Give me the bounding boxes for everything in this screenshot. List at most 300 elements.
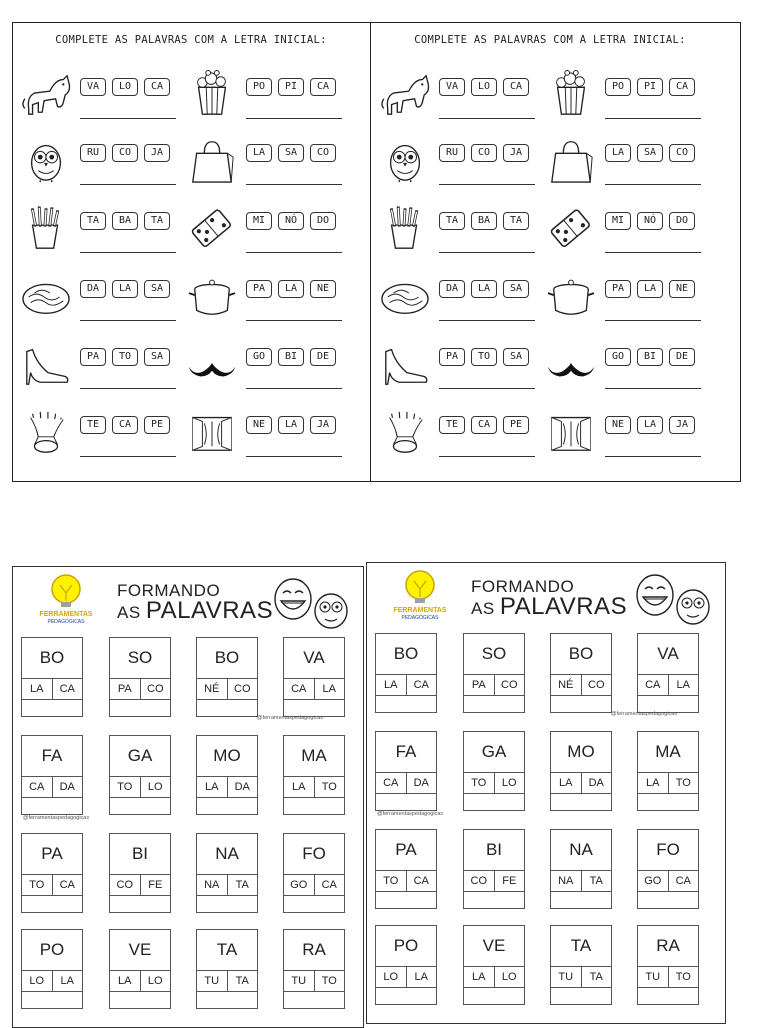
word-item xyxy=(18,340,188,398)
card-option: LO xyxy=(140,777,171,797)
answer-line xyxy=(246,320,342,321)
syllable-card xyxy=(109,637,171,717)
card-option: CA xyxy=(291,683,307,695)
syllable-box: BA xyxy=(112,212,138,230)
word-item xyxy=(543,204,713,262)
answer-line xyxy=(439,184,535,185)
owl-icon xyxy=(18,136,74,184)
syllable-card xyxy=(283,929,345,1009)
syllable-box: BI xyxy=(278,348,304,366)
syllable-card xyxy=(463,925,525,1005)
heading-word: PALAVRAS xyxy=(499,593,628,620)
syllable-card xyxy=(550,633,612,713)
card-option: CA xyxy=(406,675,437,695)
card-option: LA xyxy=(559,777,573,789)
syllable-card xyxy=(109,929,171,1009)
card-main-syllable: PO xyxy=(376,926,436,967)
heading-line-1: FORMANDO xyxy=(471,577,575,596)
syllable-group xyxy=(80,78,170,96)
card-option: CA xyxy=(52,875,83,895)
word-item xyxy=(184,272,354,330)
syllable-box: DO xyxy=(310,212,336,230)
card-option: CO xyxy=(470,875,487,887)
card-option: LA xyxy=(118,975,132,987)
word-item xyxy=(543,340,713,398)
card-option: CA xyxy=(668,871,699,891)
card-option-pair xyxy=(464,871,524,892)
syllable-card xyxy=(375,829,437,909)
syllable-box: GO xyxy=(605,348,631,366)
answer-line xyxy=(80,388,176,389)
syllable-card xyxy=(196,735,258,815)
syllable-group xyxy=(439,144,529,162)
syllable-box: DE xyxy=(310,348,336,366)
card-option: CO xyxy=(581,675,612,695)
card-option: TA xyxy=(581,871,612,891)
forming-words-sheet-2 xyxy=(366,562,726,1024)
syllable-box: CA xyxy=(669,78,695,96)
card-option-pair xyxy=(110,971,170,992)
syllable-card xyxy=(550,925,612,1005)
syllable-card xyxy=(637,633,699,713)
card-option-pair xyxy=(284,777,344,798)
card-option-pair xyxy=(376,967,436,988)
syllable-box: LA xyxy=(471,280,497,298)
card-option-pair xyxy=(551,871,611,892)
card-option: LO xyxy=(29,975,45,987)
word-item xyxy=(184,204,354,262)
complete-words-sheet-1 xyxy=(12,22,370,482)
syllable-card xyxy=(283,735,345,815)
word-item xyxy=(543,70,713,128)
card-option: NA xyxy=(558,875,574,887)
syllable-card xyxy=(196,929,258,1009)
syllable-card xyxy=(196,637,258,717)
card-option: DA xyxy=(406,773,437,793)
card-main-syllable: FO xyxy=(284,834,344,875)
syllable-card xyxy=(109,735,171,815)
card-option: CA xyxy=(52,679,83,699)
card-main-syllable: PO xyxy=(22,930,82,971)
fries-icon xyxy=(377,204,433,252)
syllable-box: CA xyxy=(144,78,170,96)
card-option-pair xyxy=(197,971,257,992)
syllable-box: PO xyxy=(605,78,631,96)
card-option: TO xyxy=(314,971,345,991)
lightbulb-icon xyxy=(389,567,451,609)
lasagna-icon xyxy=(18,272,74,320)
card-main-syllable: RA xyxy=(284,930,344,971)
syllable-group xyxy=(246,280,336,298)
syllable-box: BI xyxy=(637,348,663,366)
card-option: PA xyxy=(471,679,486,691)
card-option: CO xyxy=(494,675,525,695)
card-main-syllable: TA xyxy=(551,926,611,967)
syllable-box: SA xyxy=(144,280,170,298)
forming-words-sheet-1 xyxy=(12,566,364,1028)
card-option-pair xyxy=(197,875,257,896)
syllable-box: SA xyxy=(278,144,304,162)
syllable-box: TA xyxy=(80,212,106,230)
card-option: TO xyxy=(471,777,487,789)
word-item xyxy=(377,408,547,466)
syllable-box: MI xyxy=(246,212,272,230)
syllable-group xyxy=(80,144,170,162)
syllable-group xyxy=(246,348,336,366)
syllable-box: NÓ xyxy=(637,212,663,230)
answer-line xyxy=(605,252,701,253)
card-main-syllable: RA xyxy=(638,926,698,967)
syllable-group xyxy=(439,212,529,230)
shoe-icon xyxy=(377,340,433,388)
word-item xyxy=(18,70,188,128)
syllable-group xyxy=(80,348,170,366)
card-option: LA xyxy=(406,967,437,987)
card-option-pair xyxy=(551,967,611,988)
syllable-box: DE xyxy=(669,348,695,366)
card-option-pair xyxy=(464,773,524,794)
popcorn-icon xyxy=(184,70,240,118)
owl-icon xyxy=(377,136,433,184)
card-main-syllable: GA xyxy=(110,736,170,777)
card-main-syllable: FO xyxy=(638,830,698,871)
word-item xyxy=(184,136,354,194)
card-option-pair xyxy=(638,871,698,892)
syllable-box: TE xyxy=(439,416,465,434)
card-option: TA xyxy=(227,971,258,991)
syllable-group xyxy=(605,416,695,434)
syllable-box: NE xyxy=(246,416,272,434)
card-option: GO xyxy=(644,875,662,887)
syllable-group xyxy=(605,348,695,366)
card-option-pair xyxy=(284,875,344,896)
card-option-pair xyxy=(110,777,170,798)
card-option: FE xyxy=(140,875,171,895)
syllable-box: SA xyxy=(503,280,529,298)
syllable-box: LA xyxy=(278,280,304,298)
answer-line xyxy=(605,184,701,185)
author-credit: @ferramentaspedagogicas xyxy=(611,711,678,717)
syllable-group xyxy=(439,78,529,96)
card-option-pair xyxy=(22,875,82,896)
bag-icon xyxy=(184,136,240,184)
syllable-card xyxy=(21,637,83,717)
syllable-box: SA xyxy=(144,348,170,366)
card-option: DA xyxy=(52,777,83,797)
bag-icon xyxy=(543,136,599,184)
answer-line xyxy=(439,320,535,321)
syllable-box: SA xyxy=(637,144,663,162)
heading-line-2 xyxy=(117,597,273,625)
answer-line xyxy=(605,118,701,119)
answer-line xyxy=(246,388,342,389)
syllable-box: RU xyxy=(439,144,465,162)
syllable-box: CA xyxy=(471,416,497,434)
answer-line xyxy=(246,252,342,253)
author-credit: @ferramentaspedagogicas xyxy=(23,815,90,821)
card-option: TO xyxy=(668,773,699,793)
syllable-box: PE xyxy=(503,416,529,434)
heading-as: AS xyxy=(117,603,146,622)
syllable-box: LA xyxy=(605,144,631,162)
syllable-card xyxy=(463,829,525,909)
card-main-syllable: BO xyxy=(376,634,436,675)
card-option: TO xyxy=(29,879,45,891)
word-item xyxy=(543,136,713,194)
card-option-pair xyxy=(22,777,82,798)
syllable-box: MI xyxy=(605,212,631,230)
cartoon-faces-icon xyxy=(267,575,353,631)
syllable-card xyxy=(21,735,83,815)
syllable-group xyxy=(246,416,336,434)
syllable-group xyxy=(80,280,170,298)
syllable-group xyxy=(605,280,695,298)
card-option: LO xyxy=(494,773,525,793)
card-option: TU xyxy=(645,971,661,983)
syllable-card xyxy=(283,833,345,913)
card-option-pair xyxy=(197,679,257,700)
syllable-group xyxy=(605,144,695,162)
syllable-box: DA xyxy=(439,280,465,298)
word-item xyxy=(377,136,547,194)
syllable-box: DA xyxy=(80,280,106,298)
syllable-box: PI xyxy=(278,78,304,96)
syllable-card xyxy=(550,731,612,811)
card-main-syllable: PA xyxy=(376,830,436,871)
heading-as: AS xyxy=(471,599,500,618)
word-item xyxy=(18,204,188,262)
card-main-syllable: BO xyxy=(551,634,611,675)
syllable-card xyxy=(375,731,437,811)
card-option: FE xyxy=(494,871,525,891)
card-option-pair xyxy=(551,773,611,794)
lasagna-icon xyxy=(377,272,433,320)
answer-line xyxy=(246,118,342,119)
answer-line xyxy=(439,388,535,389)
syllable-group xyxy=(246,212,336,230)
card-option: TO xyxy=(117,781,133,793)
shuttlecock-icon xyxy=(377,408,433,456)
lightbulb-icon xyxy=(35,571,97,613)
card-option: TA xyxy=(581,967,612,987)
popcorn-icon xyxy=(543,70,599,118)
answer-line xyxy=(80,456,176,457)
mustache-icon xyxy=(184,340,240,388)
card-main-syllable: MA xyxy=(284,736,344,777)
card-option: TU xyxy=(291,975,307,987)
card-option: LA xyxy=(30,683,44,695)
syllable-card xyxy=(21,929,83,1009)
card-main-syllable: MA xyxy=(638,732,698,773)
card-option: LA xyxy=(292,781,306,793)
syllable-box: PA xyxy=(246,280,272,298)
card-main-syllable: NA xyxy=(551,830,611,871)
syllable-box: NE xyxy=(669,280,695,298)
word-item xyxy=(184,408,354,466)
card-main-syllable: VA xyxy=(638,634,698,675)
card-option-pair xyxy=(464,675,524,696)
logo-subtext: PEDAGÓGICAS xyxy=(47,619,85,625)
card-option: CO xyxy=(140,679,171,699)
card-option-pair xyxy=(376,773,436,794)
fries-icon xyxy=(18,204,74,252)
card-main-syllable: BI xyxy=(464,830,524,871)
card-option: LA xyxy=(52,971,83,991)
card-main-syllable: VE xyxy=(464,926,524,967)
word-item xyxy=(377,204,547,262)
syllable-box: TA xyxy=(503,212,529,230)
brand-logo xyxy=(389,567,451,625)
syllable-box: CA xyxy=(310,78,336,96)
answer-line xyxy=(80,320,176,321)
pot-icon xyxy=(543,272,599,320)
syllable-group xyxy=(80,416,170,434)
domino-icon xyxy=(543,204,599,252)
word-item xyxy=(18,272,188,330)
domino-icon xyxy=(184,204,240,252)
card-option-pair xyxy=(284,679,344,700)
card-option: LA xyxy=(205,781,219,793)
syllable-group xyxy=(439,348,529,366)
complete-words-sheet-2 xyxy=(371,22,729,482)
card-main-syllable: VE xyxy=(110,930,170,971)
card-option-pair xyxy=(551,675,611,696)
sheet-title: COMPLETE AS PALAVRAS COM A LETRA INICIAL: xyxy=(55,34,327,46)
card-option-pair xyxy=(638,967,698,988)
card-option: TU xyxy=(558,971,574,983)
syllable-box: RU xyxy=(80,144,106,162)
card-option: TU xyxy=(204,975,220,987)
syllable-box: TO xyxy=(471,348,497,366)
syllable-group xyxy=(605,78,695,96)
syllable-box: BA xyxy=(471,212,497,230)
card-option: LO xyxy=(140,971,171,991)
brand-logo xyxy=(35,571,97,629)
card-option-pair xyxy=(284,971,344,992)
syllable-box: LA xyxy=(637,416,663,434)
author-credit: @ferramentaspedagogicas xyxy=(377,811,444,817)
syllable-box: VA xyxy=(80,78,106,96)
syllable-box: CA xyxy=(503,78,529,96)
card-main-syllable: BO xyxy=(197,638,257,679)
horse-icon xyxy=(18,70,74,118)
shoe-icon xyxy=(18,340,74,388)
card-main-syllable: SO xyxy=(110,638,170,679)
syllable-box: CO xyxy=(471,144,497,162)
card-main-syllable: BO xyxy=(22,638,82,679)
author-credit: @ferramentaspedagogicas xyxy=(257,715,324,721)
heading-line-1: FORMANDO xyxy=(117,581,221,600)
cartoon-faces-icon xyxy=(629,571,715,627)
logo-text: FERRAMENTAS xyxy=(39,611,93,618)
word-item xyxy=(184,70,354,128)
syllable-card xyxy=(637,829,699,909)
syllable-card xyxy=(375,633,437,713)
answer-line xyxy=(80,184,176,185)
card-option: CO xyxy=(227,679,258,699)
card-main-syllable: VA xyxy=(284,638,344,679)
card-option: TA xyxy=(227,875,258,895)
card-option: NÉ xyxy=(558,679,574,691)
syllable-box: LA xyxy=(246,144,272,162)
answer-line xyxy=(439,456,535,457)
card-option: CA xyxy=(406,871,437,891)
syllable-group xyxy=(246,144,336,162)
syllable-group xyxy=(439,280,529,298)
card-option-pair xyxy=(638,773,698,794)
syllable-group xyxy=(605,212,695,230)
card-option-pair xyxy=(110,679,170,700)
syllable-box: CA xyxy=(112,416,138,434)
card-option-pair xyxy=(464,967,524,988)
card-option: LA xyxy=(646,777,660,789)
word-item xyxy=(543,272,713,330)
syllable-card xyxy=(637,925,699,1005)
syllable-box: PO xyxy=(246,78,272,96)
answer-line xyxy=(605,320,701,321)
card-option: PA xyxy=(117,683,132,695)
card-option: LA xyxy=(314,679,345,699)
card-main-syllable: GA xyxy=(464,732,524,773)
card-option-pair xyxy=(110,875,170,896)
card-main-syllable: NA xyxy=(197,834,257,875)
shuttlecock-icon xyxy=(18,408,74,456)
card-option-pair xyxy=(638,675,698,696)
answer-line xyxy=(80,118,176,119)
card-option: CA xyxy=(383,777,399,789)
mustache-icon xyxy=(543,340,599,388)
syllable-box: GO xyxy=(246,348,272,366)
card-option-pair xyxy=(197,777,257,798)
horse-icon xyxy=(377,70,433,118)
syllable-box: NE xyxy=(310,280,336,298)
word-item xyxy=(377,70,547,128)
card-main-syllable: MO xyxy=(551,732,611,773)
syllable-box: PA xyxy=(439,348,465,366)
syllable-box: TA xyxy=(439,212,465,230)
syllable-box: LA xyxy=(278,416,304,434)
card-option: GO xyxy=(290,879,308,891)
syllable-box: CO xyxy=(310,144,336,162)
syllable-box: JA xyxy=(144,144,170,162)
card-option-pair xyxy=(376,675,436,696)
heading-word: PALAVRAS xyxy=(145,597,274,624)
card-option: CA xyxy=(29,781,45,793)
answer-line xyxy=(439,252,535,253)
syllable-box: JA xyxy=(503,144,529,162)
answer-line xyxy=(80,252,176,253)
answer-line xyxy=(605,456,701,457)
card-option-pair xyxy=(22,679,82,700)
card-main-syllable: MO xyxy=(197,736,257,777)
heading-line-2 xyxy=(471,593,627,621)
pot-icon xyxy=(184,272,240,320)
answer-line xyxy=(246,184,342,185)
card-main-syllable: FA xyxy=(22,736,82,777)
syllable-card xyxy=(375,925,437,1005)
card-option: CA xyxy=(314,875,345,895)
sheet-title: COMPLETE AS PALAVRAS COM A LETRA INICIAL: xyxy=(414,34,686,46)
syllable-box: TE xyxy=(80,416,106,434)
card-option: LA xyxy=(384,679,398,691)
syllable-box: JA xyxy=(310,416,336,434)
window-icon xyxy=(543,408,599,456)
card-option: LO xyxy=(383,971,399,983)
card-option: CA xyxy=(645,679,661,691)
word-item xyxy=(543,408,713,466)
card-option: TO xyxy=(383,875,399,887)
syllable-box: PI xyxy=(637,78,663,96)
